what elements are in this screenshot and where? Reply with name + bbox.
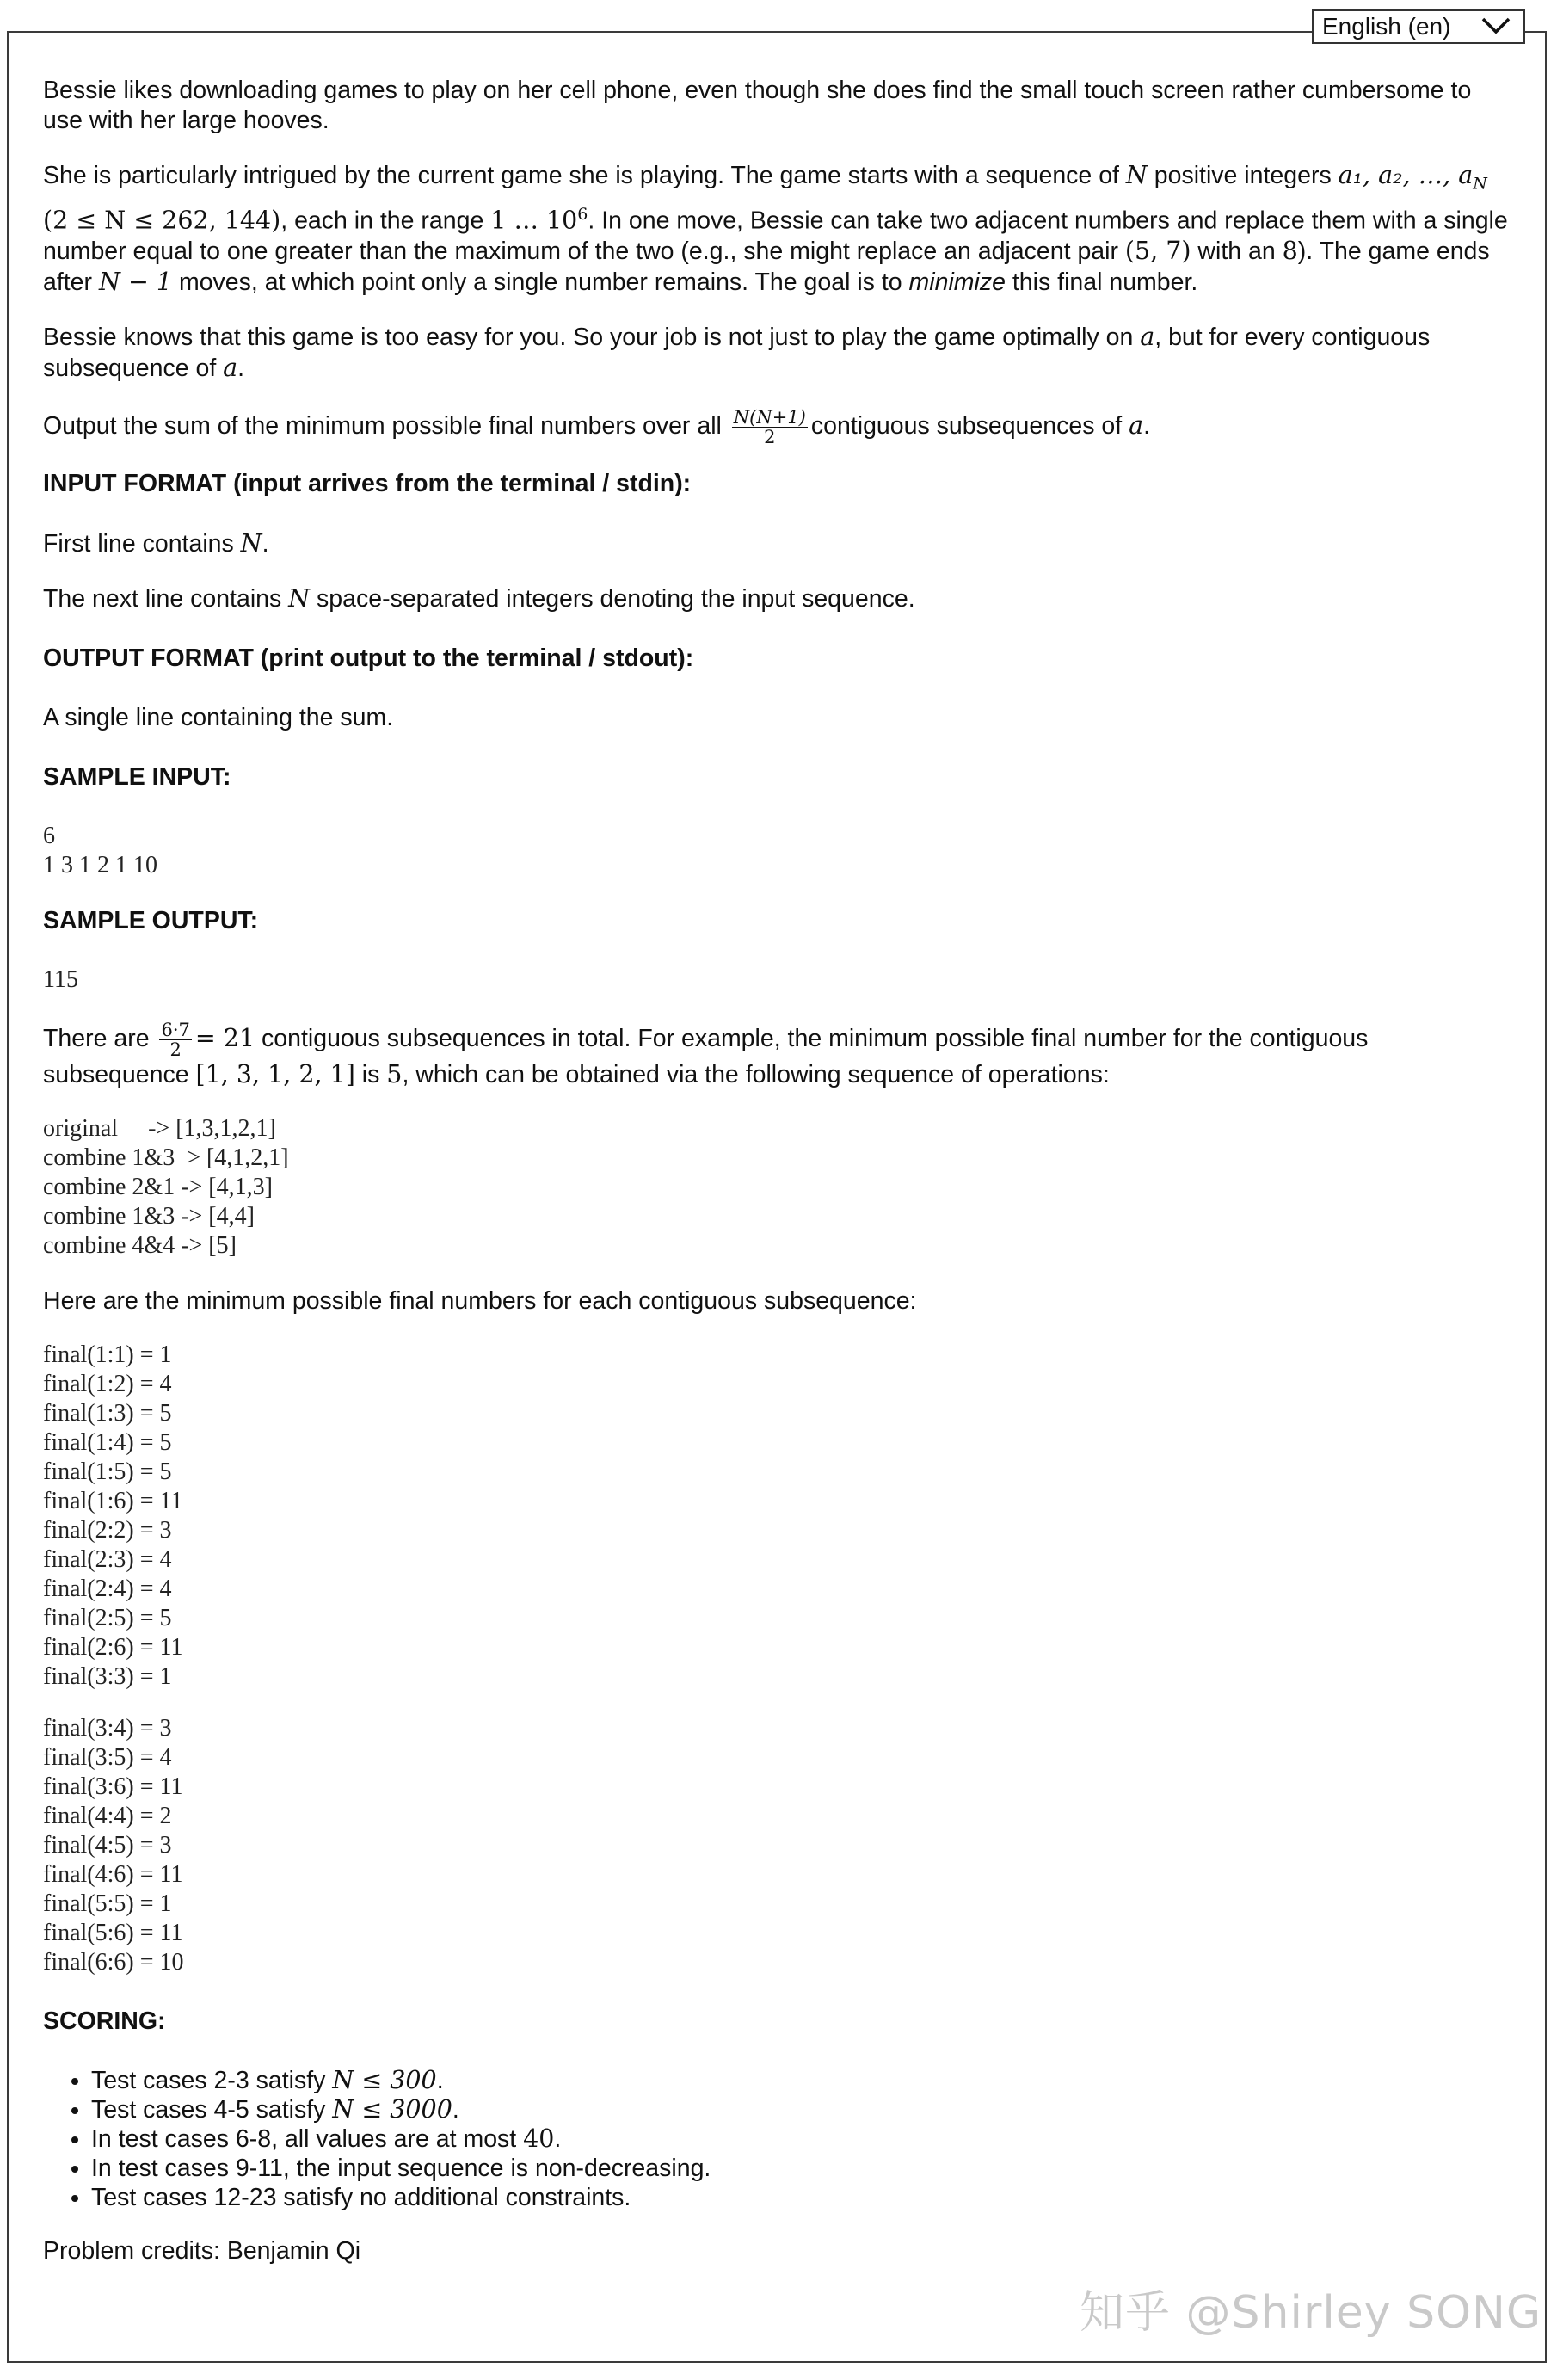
scoring-item: • Test cases 12-23 satisfy no additional constraints. <box>91 2183 1514 2212</box>
input-format-line-1: First line contains N. <box>43 529 269 558</box>
input-format-line-2: The next line contains N space-separated integers denoting the input sequence. <box>43 584 915 613</box>
scoring-item: • In test cases 9-11, the input sequence is non-decreasing. <box>91 2154 1514 2183</box>
output-format-line: A single line containing the sum. <box>43 704 394 732</box>
finals-block-1: final(1:1) = 1 final(1:2) = 4 final(1:3) = 5 final(1:4) = 5 final(1:5) = 5 final(1:6) = 11 final(2:2) = 3 final(2:3) = 4 final(2:4) = 4 final(2:5) = 5 final(2:6) = 11 final(3:3) = 1 <box>43 1341 183 1691</box>
fraction-six-seven-over-two: $\frac{6\cdot 7}{2}$ <box>161 1020 190 1061</box>
scoring-list <box>43 2066 1514 2212</box>
language-select[interactable] <box>1312 9 1525 44</box>
operations-block: original -> [1,3,1,2,1] combine 1&3 > [4,1,2,1] combine 2&1 -> [4,1,3] combine 1&3 -> [4,4] combine 4&4 -> [5] <box>43 1115 289 1260</box>
finals-intro: Here are the minimum possible final numbers for each contiguous subsequence: <box>43 1287 917 1316</box>
sample-input-block: 6 1 3 1 2 1 10 <box>43 823 157 879</box>
fraction-n-n-plus-1-over-2: $\frac{N(N+1)}{2}$ <box>733 407 806 448</box>
problem-statement <box>43 76 1514 2291</box>
output-sum-paragraph: Output the sum of the minimum possible final numbers over all $\frac{N(N+1)}{2}$ contiguous subsequences of a. <box>43 407 1150 448</box>
scoring-item: • In test cases 6-8, all values are at most 40. <box>91 2124 1514 2154</box>
sample-output-heading: SAMPLE OUTPUT: <box>43 907 259 935</box>
chevron-down-icon <box>1480 15 1511 37</box>
task-paragraph: Bessie knows that this game is too easy for you. So your job is not just to play the game optimally on a, but for every contiguous subsequence of a. <box>43 323 1431 383</box>
game-paragraph: She is particularly intrigued by the current game she is playing. The game starts with a sequence of N positive integers a₁, a₂, …, $a_N$ (2 ≤ N ≤ 262, 144), each in the range 1 … $10^6$. In one move, Bessie can take two adjacent numbers and replace them with a single number equal to one greater than the maximum of the two (e.g., she might replace an adjacent pair (5, 7) with an 8). The game ends after N − 1 moves, at which point only a single number remains. The goal is to minimize this final number. <box>43 161 1508 297</box>
scoring-heading: SCORING: <box>43 2007 166 2036</box>
scoring-item: • Test cases 4-5 satisfy N ≤ 3000. <box>91 2095 1514 2124</box>
watermark: 知乎 @Shirley SONG <box>1080 2287 1542 2339</box>
sample-input-heading: SAMPLE INPUT: <box>43 763 231 792</box>
language-select-value: English (en) <box>1322 13 1451 40</box>
intro-paragraph: Bessie likes downloading games to play on her cell phone, even though she does find the small touch screen rather cumbersome to use with her large hooves. <box>43 77 1472 134</box>
sample-output-block: 115 <box>43 966 78 994</box>
problem-credits: Problem credits: Benjamin Qi <box>43 2237 361 2266</box>
input-format-heading: INPUT FORMAT (input arrives from the terminal / stdin): <box>43 470 692 498</box>
output-format-heading: OUTPUT FORMAT (print output to the terminal / stdout): <box>43 644 694 673</box>
scoring-item: • Test cases 2-3 satisfy N ≤ 300. <box>91 2066 1514 2095</box>
explanation-paragraph: There are $\frac{6\cdot 7}{2}$ = 21 contiguous subsequences in total. For example, the minimum possible final number for the contiguous subsequence [1, 3, 1, 2, 1] is 5, which can be obtained via the following sequence of operations: <box>43 1020 1369 1089</box>
finals-block-2: final(3:4) = 3 final(3:5) = 4 final(3:6) = 11 final(4:4) = 2 final(4:5) = 3 final(4:6) = 11 final(5:5) = 1 final(5:6) = 11 final(6:6) = 10 <box>43 1715 184 1976</box>
